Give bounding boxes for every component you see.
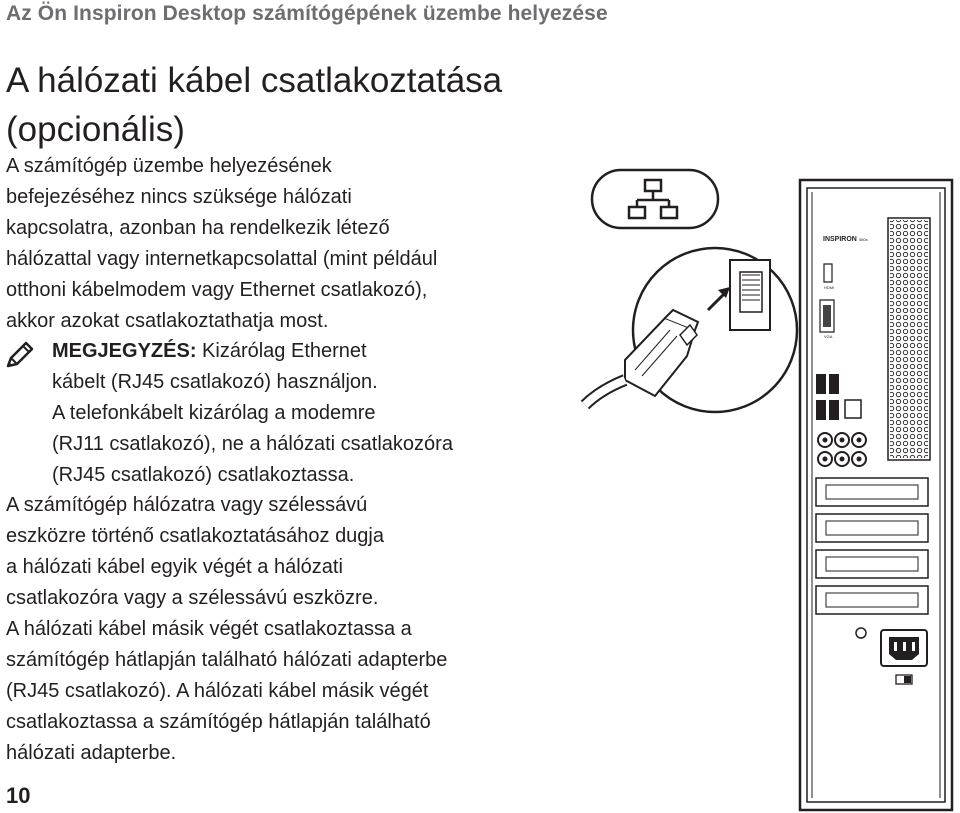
power-connector xyxy=(881,630,927,666)
vent-grid xyxy=(888,218,930,460)
hdmi-label: HDMI xyxy=(824,285,835,290)
network-cable-illustration xyxy=(580,160,960,813)
computer-back-panel xyxy=(800,180,952,810)
network-icon xyxy=(592,170,718,228)
intro-paragraph: A számítógép üzembe helyezésének befejezéséhez nincs szüksége hálózati kapcsolatra, azonban ha rendelkezik létező hálózattal vagy internetkapcsolattal (mint például otthoni kábelmodem vagy Ethernet csatlakozó), akkor azokat csatlakoztathatja most. xyxy=(6,155,438,332)
note-label: MEGJEGYZÉS: xyxy=(52,340,197,362)
page-number: 10 xyxy=(6,783,31,808)
page-title: A hálózati kábel csatlakoztatása (opcionális) xyxy=(6,61,503,149)
connect-paragraph: A számítógép hálózatra vagy szélessávú eszközre történő csatlakoztatásához dugja a hálózati kábel egyik végét a hálózati csatlakozóra vagy a szélessávú eszközre. A hálózati kábel másik végét csatlakoztassa a számítógép hátlapján található hálózati adapterbe (RJ45 csatlakozó). A hálózati kábel másik végét csatlakoztassa a számítógép hátlapján található hálózati adapterbe. xyxy=(6,494,448,764)
note-text: Kizárólag Ethernet kábelt (RJ45 csatlakozó) használjon. A telefonkábelt kizárólag a modemre (RJ11 csatlakozó), ne a hálózati csatlakozóra (RJ45 csatlakozó) csatlakoztassa. xyxy=(52,340,453,486)
zoom-detail xyxy=(585,248,797,412)
model-label: 580s xyxy=(859,237,868,242)
pencil-note-icon xyxy=(6,340,36,368)
vga-label: VGA xyxy=(824,334,833,339)
running-header: Az Ön Inspiron Desktop számítógépének üzembe helyezése xyxy=(6,2,608,25)
brand-label: INSPIRON xyxy=(823,236,857,243)
